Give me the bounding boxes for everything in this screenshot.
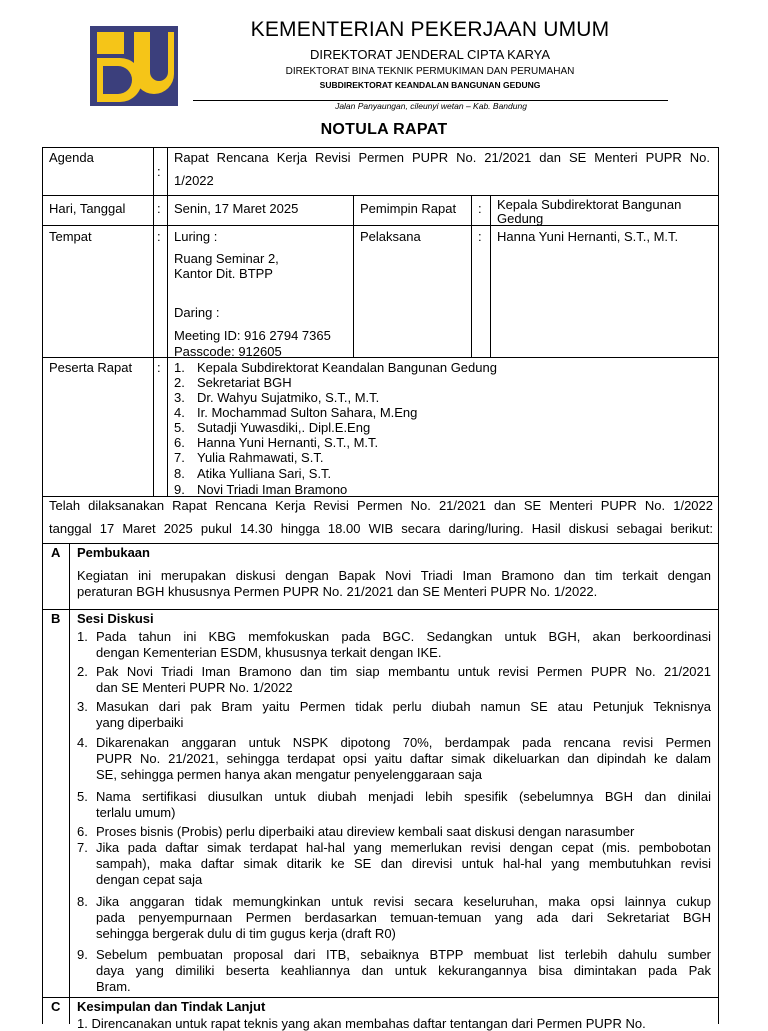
discussion-item-line: PUPR No. 21/2021, sehingga terdapat opsi yaitu daftar simak dikeluarkan dan dipindah ke dalam xyxy=(96,751,711,766)
discussion-item-line: dengan Kementerian ESDM, khususnya terkait dengan IKE. xyxy=(96,645,442,660)
discussion-item-line: yang diperbaiki xyxy=(96,715,184,730)
participant-name: Sekretariat BGH xyxy=(197,375,292,390)
letterhead-subdirectorate: SUBDIREKTORAT KEANDALAN BANGUNAN GEDUNG xyxy=(319,80,541,90)
discussion-item-line: dan SE Menteri PUPR No. 1/2022 xyxy=(96,680,293,695)
participant-name: Dr. Wahyu Sujatmiko, S.T., M.T. xyxy=(197,390,380,405)
section-a-line1: Kegiatan ini merupakan diskusi dengan Bapak Novi Triadi Iman Bramono dan tim terkait dengan xyxy=(77,568,711,583)
discussion-item-line: Proses bisnis (Probis) perlu diperbaiki atau direview kembali saat diskusi dengan narasumber xyxy=(96,824,635,839)
discussion-item-line: Bram. xyxy=(96,979,131,994)
letterhead-ministry: KEMENTERIAN PEKERJAAN UMUM xyxy=(250,18,610,41)
participant-number: 9. xyxy=(174,482,185,497)
participant-number: 8. xyxy=(174,466,185,481)
place-label: Tempat xyxy=(49,229,92,244)
participant-name: Yulia Rahmawati, S.T. xyxy=(197,450,324,465)
discussion-item-number: 1. xyxy=(77,629,88,644)
participant-number: 1. xyxy=(174,360,185,375)
executor-label: Pelaksana xyxy=(360,229,421,244)
discussion-item-number: 8. xyxy=(77,894,88,909)
section-c-title: Kesimpulan dan Tindak Lanjut xyxy=(77,999,266,1014)
leader-colon: : xyxy=(478,201,482,216)
participant-number: 7. xyxy=(174,450,185,465)
discussion-item-line: Masukan dari pak Bram yaitu Permen tidak perlu diubah namun SE atau Petunjuk Teknisnya xyxy=(96,699,711,714)
letterhead-address: Jalan Panyaungan, cileunyi wetan – Kab. Bandung xyxy=(335,101,527,111)
discussion-item-line: Pada tahun ini KBG memfokuskan pada BGC. Sedangkan untuk BGH, akan berkoordinasi xyxy=(96,629,711,644)
letterhead-directorate: DIREKTORAT BINA TEKNIK PERMUKIMAN DAN PERUMAHAN xyxy=(285,66,575,77)
meeting-passcode: Passcode: 912605 xyxy=(174,344,282,359)
discussion-item-line: Sebelum pembuatan proposal dari ITB, sebaiknya BTPP membuat list terlebih dahulu sumber xyxy=(96,947,711,962)
section-b-letter: B xyxy=(51,611,61,626)
agenda-value-line2: 1/2022 xyxy=(174,173,214,188)
participant-name: Hanna Yuni Hernanti, S.T., M.T. xyxy=(197,435,379,450)
discussion-item-number: 5. xyxy=(77,789,88,804)
executor-colon: : xyxy=(478,229,482,244)
section-b-title: Sesi Diskusi xyxy=(77,611,154,626)
leader-label: Pemimpin Rapat xyxy=(360,201,457,216)
place-offline-line2: Kantor Dit. BTPP xyxy=(174,266,273,281)
place-offline-line1: Ruang Seminar 2, xyxy=(174,251,279,266)
discussion-item-line: dengan cepat saja xyxy=(96,872,203,887)
participant-number: 6. xyxy=(174,435,185,450)
participant-name: Novi Triadi Iman Bramono xyxy=(197,482,348,497)
participant-name: Ir. Mochammad Sulton Sahara, M.Eng xyxy=(197,405,418,420)
discussion-item-line: Pak Novi Triadi Iman Bramono dan tim siap membantu untuk revisi Permen PUPR No. 21/2021 xyxy=(96,664,711,679)
discussion-item-number: 7. xyxy=(77,840,88,855)
discussion-item-line: Jika pada daftar simak terdapat hal-hal yang memerlukan revisi dengan cepat (mis. pembobotan xyxy=(96,840,711,855)
discussion-item-line: SE, sehingga permen hanya akan mengatur penyelenggaraan saja xyxy=(96,767,482,782)
place-offline-label: Luring : xyxy=(174,229,218,244)
date-colon: : xyxy=(157,201,161,216)
participant-number: 2. xyxy=(174,375,185,390)
discussion-item-line: daya yang dimiliki beserta keahliannya dan untuk kekurangannya bisa dimintakan pada Pak xyxy=(96,963,711,978)
agenda-value-line1: Rapat Rencana Kerja Revisi Permen PUPR No. 21/2021 dan SE Menteri PUPR No. xyxy=(174,150,710,165)
participant-name: Kepala Subdirektorat Keandalan Bangunan Gedung xyxy=(197,360,497,375)
discussion-item-number: 2. xyxy=(77,664,88,679)
discussion-item-number: 9. xyxy=(77,947,88,962)
section-c-item1: 1. Direncanakan untuk rapat teknis yang akan membahas daftar tentangan dari Permen PUPR No. xyxy=(77,1016,646,1031)
document-title: NOTULA RAPAT xyxy=(320,121,448,138)
section-c-letter: C xyxy=(51,999,61,1014)
participants-colon: : xyxy=(157,360,161,375)
participant-name: Atika Yulliana Sari, S.T. xyxy=(197,466,332,481)
intro-line2: tanggal 17 Maret 2025 pukul 14.30 hingga 18.00 WIB secara daring/luring. Hasil diskusi sebagai berikut: xyxy=(49,521,713,536)
leader-value-line1: Kepala Subdirektorat Bangunan xyxy=(497,197,682,212)
section-a-letter: A xyxy=(51,545,61,560)
participant-number: 4. xyxy=(174,405,185,420)
discussion-item-line: sehingga bergerak dulu di tim gugus kerja (draft R0) xyxy=(96,926,396,941)
discussion-item-line: Nama sertifikasi diusulkan untuk diubah menjadi lebih spesifik (sebelumnya BGH dan dinilai xyxy=(96,789,711,804)
date-value: Senin, 17 Maret 2025 xyxy=(174,201,299,216)
place-online-label: Daring : xyxy=(174,305,220,320)
ministry-logo xyxy=(90,26,178,106)
participants-label: Peserta Rapat xyxy=(49,360,133,375)
discussion-item-line: pada penyempurnaan Permen berdasarkan temuan-temuan yang ada dari Sekretariat BGH xyxy=(96,910,711,925)
discussion-item-number: 3. xyxy=(77,699,88,714)
intro-line1: Telah dilaksanakan Rapat Rencana Kerja Revisi Permen No. 21/2021 dan SE Menteri PUPR No. 1/2022 xyxy=(49,498,713,513)
discussion-item-line: Jika anggaran tidak memungkinkan untuk revisi secara keseluruhan, maka opsi lainnya cukup xyxy=(96,894,711,909)
discussion-item-line: Dikarenakan anggaran untuk NSPK dipotong 70%, berdampak pada rencana revisi Permen xyxy=(96,735,711,750)
meeting-id: Meeting ID: 916 2794 7365 xyxy=(174,328,331,343)
discussion-item-number: 4. xyxy=(77,735,88,750)
place-colon: : xyxy=(157,229,161,244)
agenda-colon: : xyxy=(157,164,161,179)
executor-value: Hanna Yuni Hernanti, S.T., M.T. xyxy=(497,229,679,244)
participant-number: 5. xyxy=(174,420,185,435)
participant-number: 3. xyxy=(174,390,185,405)
letterhead-directorate-general: DIREKTORAT JENDERAL CIPTA KARYA xyxy=(309,47,551,62)
agenda-label: Agenda xyxy=(49,150,94,165)
participant-name: Sutadji Yuwasdiki,. Dipl.E.Eng xyxy=(197,420,371,435)
discussion-item-number: 6. xyxy=(77,824,88,839)
date-label: Hari, Tanggal xyxy=(49,201,126,216)
discussion-item-line: sampah), maka daftar simak ditarik ke SE dan direvisi untuk hal-hal yang membutuhkan revisi xyxy=(96,856,711,871)
discussion-item-line: terlalu umum) xyxy=(96,805,176,820)
section-a-title: Pembukaan xyxy=(77,545,150,560)
leader-value-line2: Gedung xyxy=(497,211,544,226)
section-a-line2: peraturan BGH khususnya Permen PUPR No. 21/2021 dan SE Menteri PUPR No. 1/2022. xyxy=(77,584,598,599)
